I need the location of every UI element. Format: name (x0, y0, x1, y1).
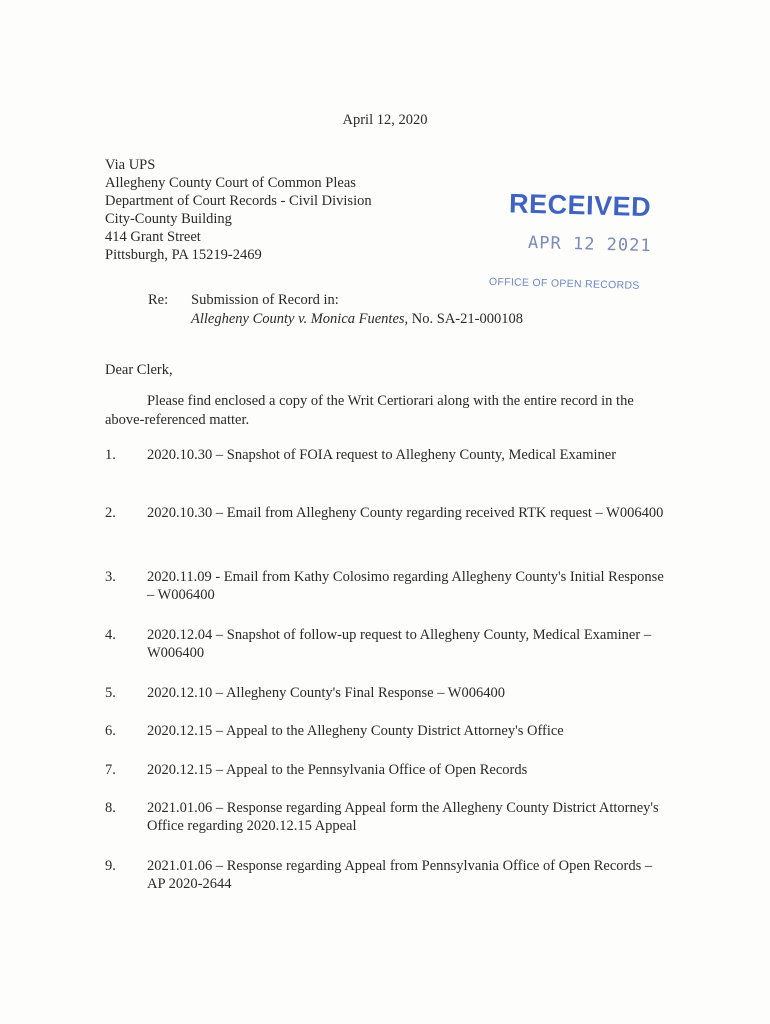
item-number: 1. (105, 447, 116, 463)
item-number: 3. (105, 569, 116, 585)
address-line: Allegheny County Court of Common Pleas (105, 175, 356, 191)
stamp-date: APR 12 2021 (527, 232, 652, 257)
case-name: Allegheny County v. Monica Fuentes (191, 311, 405, 327)
item-number: 2. (105, 505, 116, 521)
re-line: Submission of Record in: (191, 292, 339, 308)
re-label: Re: (148, 292, 169, 308)
address-line: City-County Building (105, 211, 232, 227)
stamp-title: RECEIVED (508, 188, 652, 223)
item-number: 7. (105, 762, 116, 778)
re-body (191, 291, 523, 329)
address-line: Via UPS (105, 157, 156, 173)
salutation: Dear Clerk, (105, 362, 173, 378)
item-text: 2020.11.09 - Email from Kathy Colosimo regarding Allegheny County's Initial Response – W006400 (147, 569, 664, 603)
item-text: 2020.12.04 – Snapshot of follow-up request to Allegheny County, Medical Examiner – W006400 (147, 627, 652, 661)
intro-paragraph: Please find enclosed a copy of the Writ Certiorari along with the entire record in the above-referenced matter. (105, 393, 634, 428)
received-stamp (469, 187, 672, 302)
letter-date: April 12, 2020 (342, 112, 428, 128)
item-number: 6. (105, 723, 116, 739)
address-line: Department of Court Records - Civil Division (105, 193, 372, 209)
item-text: 2021.01.06 – Response regarding Appeal form the Allegheny County District Attorney's Office regarding 2020.12.15 Appeal (147, 800, 659, 834)
item-number: 4. (105, 627, 116, 643)
item-text: 2020.12.15 – Appeal to the Allegheny County District Attorney's Office (147, 723, 564, 739)
item-text: 2020.10.30 – Snapshot of FOIA request to Allegheny County, Medical Examiner (147, 447, 617, 463)
stamp-office: OFFICE OF OPEN RECORDS (488, 275, 640, 292)
item-number: 8. (105, 800, 116, 816)
case-number: , No. SA-21-000108 (404, 311, 523, 327)
address-line: 414 Grant Street (105, 229, 201, 245)
recipient-address (105, 156, 372, 264)
address-line: Pittsburgh, PA 15219-2469 (105, 247, 262, 263)
item-number: 9. (105, 858, 116, 874)
item-text: 2021.01.06 – Response regarding Appeal from Pennsylvania Office of Open Records – AP 2020-2644 (147, 858, 653, 892)
re-case-line (191, 310, 523, 329)
item-number: 5. (105, 685, 116, 701)
item-text: 2020.12.10 – Allegheny County's Final Response – W006400 (147, 685, 505, 701)
item-text: 2020.10.30 – Email from Allegheny County regarding received RTK request – W006400 (147, 505, 664, 521)
item-text: 2020.12.15 – Appeal to the Pennsylvania Office of Open Records (147, 762, 528, 778)
